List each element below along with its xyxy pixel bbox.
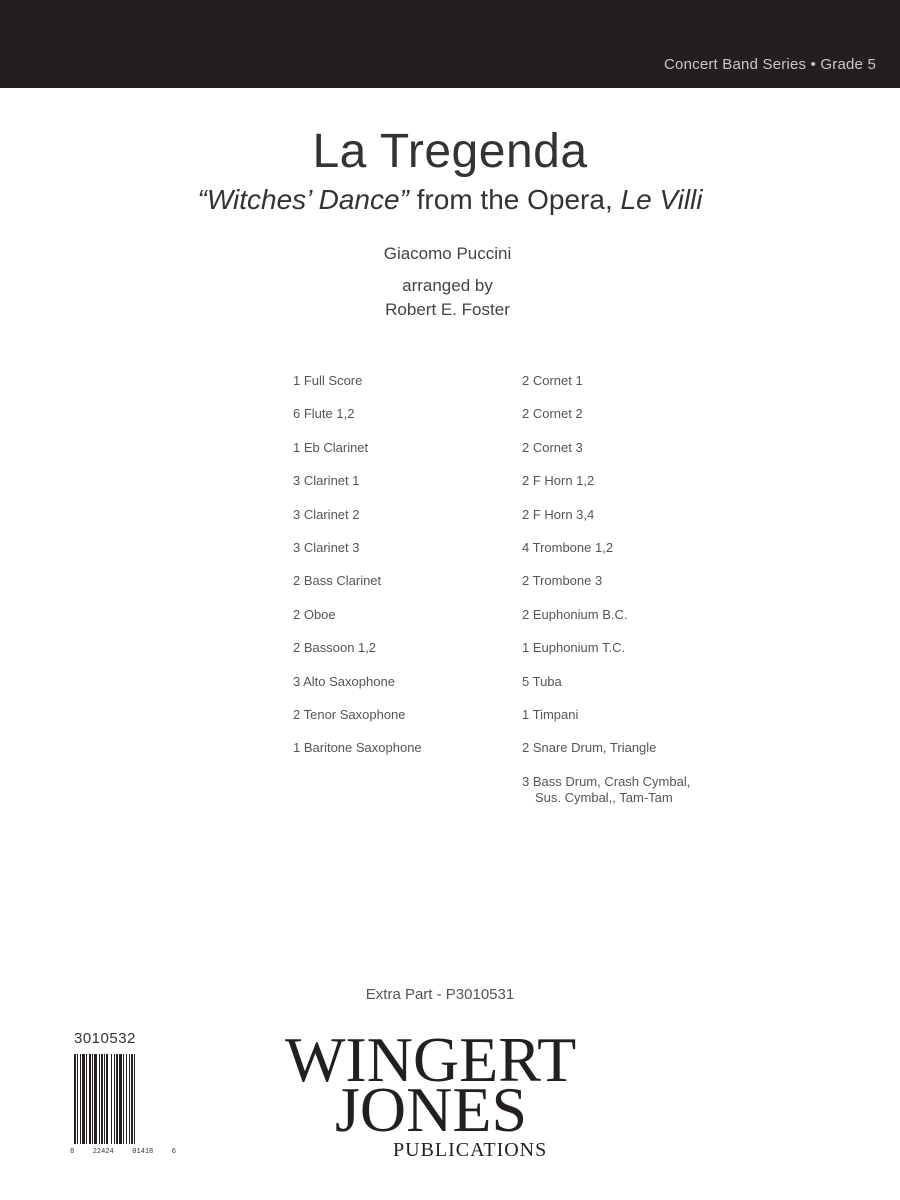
logo-line-publications: PUBLICATIONS bbox=[393, 1139, 548, 1161]
part-item: 5 Tuba bbox=[522, 673, 562, 689]
part-item: 2 Bassoon 1,2 bbox=[293, 640, 377, 656]
barcode-digit: 01418 bbox=[132, 1148, 154, 1156]
part-item: 2 Oboe bbox=[293, 606, 336, 622]
series-label: Concert Band Series • Grade 5 bbox=[664, 56, 876, 73]
subtitle-piece: “Witches’ Dance” bbox=[197, 184, 409, 215]
part-item: 2 Bass Clarinet bbox=[293, 573, 382, 589]
publisher-logo bbox=[285, 1024, 625, 1168]
part-item: 2 Cornet 3 bbox=[522, 439, 583, 455]
subtitle bbox=[0, 184, 900, 216]
header-bar bbox=[0, 0, 900, 88]
barcode-digits bbox=[70, 1148, 176, 1156]
part-item: 2 F Horn 3,4 bbox=[522, 506, 595, 522]
barcode-digit: 6 bbox=[171, 1148, 176, 1156]
instrumentation-left bbox=[293, 373, 422, 774]
part-line: Sus. Cymbal,, Tam-Tam bbox=[535, 789, 673, 805]
part-line: 3 Bass Drum, Crash Cymbal, bbox=[522, 773, 691, 789]
arranged-by-label: arranged by bbox=[402, 276, 493, 295]
composer: Giacomo Puccini bbox=[383, 244, 512, 263]
part-item: 2 Trombone 3 bbox=[522, 573, 603, 589]
subtitle-mid: from the Opera, bbox=[408, 184, 621, 215]
part-item: 3 Clarinet 3 bbox=[293, 539, 360, 555]
logo-line-wingert: WINGERT bbox=[285, 1024, 577, 1095]
part-item-multiline bbox=[522, 774, 690, 807]
logo-line-jones: JONES bbox=[335, 1074, 528, 1145]
part-item: 2 Cornet 2 bbox=[522, 406, 583, 422]
part-item: 1 Euphonium T.C. bbox=[522, 640, 626, 656]
part-item: 2 Snare Drum, Triangle bbox=[522, 740, 657, 756]
part-item: 2 F Horn 1,2 bbox=[522, 473, 595, 489]
part-item: 6 Flute 1,2 bbox=[293, 406, 355, 422]
barcode-digit: 8 bbox=[70, 1148, 75, 1156]
barcode-icon bbox=[70, 1050, 170, 1162]
part-item: 1 Timpani bbox=[522, 706, 579, 722]
extra-part-label: Extra Part - P3010531 bbox=[365, 986, 515, 1003]
part-item: 1 Baritone Saxophone bbox=[293, 740, 422, 756]
instrumentation-right bbox=[522, 373, 690, 807]
part-item: 3 Clarinet 1 bbox=[293, 473, 360, 489]
part-item: 3 Clarinet 2 bbox=[293, 506, 360, 522]
part-item: 2 Euphonium B.C. bbox=[522, 606, 628, 622]
catalog-number: 3010532 bbox=[74, 1030, 136, 1047]
page-title: La Tregenda bbox=[312, 125, 588, 178]
part-item: 2 Cornet 1 bbox=[522, 373, 583, 388]
part-item: 1 Full Score bbox=[293, 373, 363, 388]
part-item: 2 Tenor Saxophone bbox=[293, 706, 406, 722]
subtitle-opera: Le Villi bbox=[620, 184, 703, 215]
barcode-digit: 22424 bbox=[92, 1148, 114, 1156]
part-item: 3 Alto Saxophone bbox=[293, 673, 395, 689]
part-item: 4 Trombone 1,2 bbox=[522, 539, 614, 555]
arranger: Robert E. Foster bbox=[385, 300, 510, 319]
part-item: 1 Eb Clarinet bbox=[293, 439, 369, 455]
